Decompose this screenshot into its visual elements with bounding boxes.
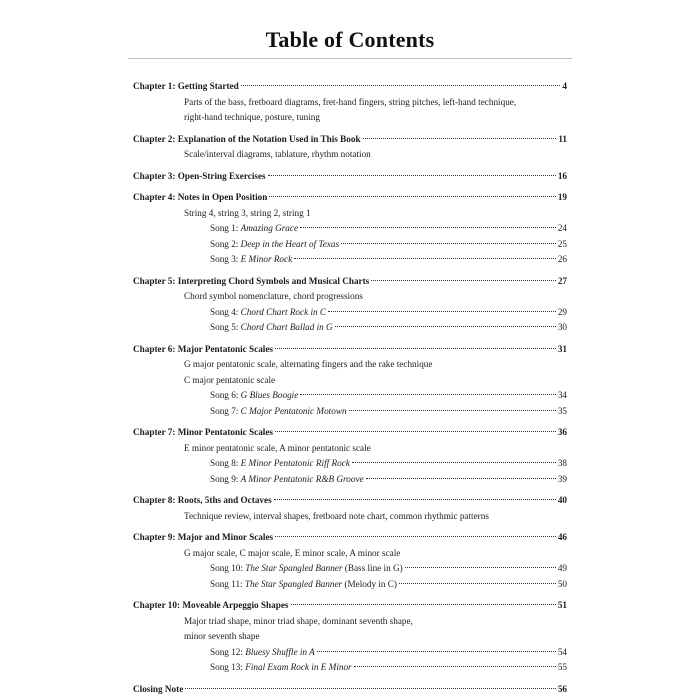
toc-chapter-entry[interactable] bbox=[133, 598, 567, 614]
toc-chapter-entry[interactable] bbox=[133, 342, 567, 358]
song-label bbox=[210, 456, 350, 472]
song-label bbox=[210, 472, 364, 488]
song-label bbox=[210, 320, 333, 336]
song-number: Song 8: bbox=[210, 458, 241, 468]
toc-song-entry[interactable] bbox=[133, 577, 567, 593]
song-label bbox=[210, 305, 326, 321]
chapter-description: Major triad shape, minor triad shape, dominant seventh shape, bbox=[184, 615, 413, 626]
toc-chapter-entry[interactable] bbox=[133, 425, 567, 441]
page-number: 36 bbox=[557, 427, 567, 437]
song-title: Bluesy Shuffle in A bbox=[245, 646, 315, 657]
toc-song-entry[interactable] bbox=[133, 404, 567, 420]
song-label bbox=[210, 404, 347, 420]
chapter-title: Chapter 7: Minor Pentatonic Scales bbox=[133, 427, 274, 437]
song-number: Song 5: bbox=[210, 322, 241, 332]
chapter-description: C major pentatonic scale bbox=[184, 374, 276, 385]
chapter-title: Chapter 4: Notes in Open Position bbox=[133, 192, 268, 202]
page-number: 40 bbox=[557, 495, 567, 505]
song-title: Amazing Grace bbox=[240, 223, 299, 233]
toc-song-entry[interactable] bbox=[133, 305, 567, 321]
song-title: Chord Chart Rock in C bbox=[240, 306, 327, 317]
page-number: 4 bbox=[562, 81, 567, 91]
dot-leader bbox=[294, 258, 556, 259]
dot-leader bbox=[275, 348, 556, 349]
toc-song-entry[interactable] bbox=[133, 221, 567, 237]
song-note: (Bass line in G) bbox=[342, 563, 403, 573]
toc-song-entry[interactable] bbox=[133, 237, 567, 253]
toc-song-entry[interactable] bbox=[133, 660, 567, 676]
page-number: 49 bbox=[557, 563, 567, 573]
page-number: 51 bbox=[557, 600, 567, 610]
song-number: Song 10: bbox=[210, 563, 246, 573]
chapter-title: Chapter 1: Getting Started bbox=[133, 81, 239, 91]
page-number: 55 bbox=[557, 662, 567, 672]
chapter-description: Scale/interval diagrams, tablature, rhythm notation bbox=[184, 149, 371, 159]
page-number: 46 bbox=[557, 532, 567, 542]
toc-chapter-entry[interactable] bbox=[133, 682, 567, 698]
dot-leader bbox=[354, 666, 556, 667]
song-number: Song 6: bbox=[210, 390, 241, 400]
dot-leader bbox=[371, 280, 556, 281]
chapter-title: Chapter 6: Major Pentatonic Scales bbox=[133, 343, 274, 354]
dot-leader bbox=[268, 175, 556, 176]
page-number: 19 bbox=[557, 192, 567, 202]
dot-leader bbox=[300, 227, 556, 228]
dot-leader bbox=[335, 326, 556, 327]
song-title: Deep in the Heart of Texas bbox=[240, 238, 340, 249]
page-number: 16 bbox=[557, 170, 567, 181]
chapter-description: E minor pentatonic scale, A minor pentatonic scale bbox=[184, 442, 371, 453]
chapter-title: Closing Note bbox=[133, 683, 184, 694]
song-title: Final Exam Rock in E Minor bbox=[245, 662, 352, 672]
song-label bbox=[210, 660, 352, 676]
page-number: 54 bbox=[557, 646, 567, 657]
dot-leader bbox=[352, 462, 556, 463]
toc-chapter-entry[interactable] bbox=[133, 132, 567, 148]
chapter-title: Chapter 9: Major and Minor Scales bbox=[133, 532, 274, 542]
song-title: G Blues Boogie bbox=[240, 390, 299, 400]
toc-chapter-entry[interactable] bbox=[133, 169, 567, 185]
song-label bbox=[210, 252, 292, 268]
song-number: Song 7: bbox=[210, 405, 241, 416]
page-number: 29 bbox=[557, 306, 567, 317]
toc-song-entry[interactable] bbox=[133, 252, 567, 268]
dot-leader bbox=[328, 311, 556, 312]
page-number: 50 bbox=[557, 578, 567, 589]
dot-leader bbox=[363, 138, 557, 139]
chapter-title: Chapter 3: Open-String Exercises bbox=[133, 170, 266, 181]
toc-song-entry[interactable] bbox=[133, 320, 567, 336]
song-number: Song 2: bbox=[210, 238, 241, 249]
toc-chapter-entry[interactable] bbox=[133, 530, 567, 546]
chapter-description: G major pentatonic scale, alternating fingers and the rake technique bbox=[184, 359, 433, 369]
dot-leader bbox=[300, 394, 556, 395]
chapter-description: String 4, string 3, string 2, string 1 bbox=[184, 207, 311, 218]
toc-chapter-entry[interactable] bbox=[133, 79, 567, 95]
toc-chapter-entry[interactable] bbox=[133, 493, 567, 509]
dot-leader bbox=[241, 85, 561, 86]
page-number: 11 bbox=[558, 133, 567, 144]
page-number: 34 bbox=[557, 390, 567, 400]
song-label bbox=[210, 221, 298, 237]
chapter-title: Chapter 5: Interpreting Chord Symbols and Musical Charts bbox=[133, 275, 370, 286]
page-number: 39 bbox=[557, 473, 567, 484]
dot-leader bbox=[366, 478, 556, 479]
song-title: Chord Chart Ballad in G bbox=[240, 322, 333, 332]
page-title: Table of Contents bbox=[265, 27, 435, 52]
toc-song-entry[interactable] bbox=[133, 645, 567, 661]
toc-chapter-entry[interactable] bbox=[133, 190, 567, 206]
song-note: (Melody in C) bbox=[342, 578, 397, 589]
song-number: Song 11: bbox=[210, 578, 245, 589]
dot-leader bbox=[341, 243, 556, 244]
song-label bbox=[210, 388, 298, 404]
dot-leader bbox=[269, 196, 555, 197]
toc-song-entry[interactable] bbox=[133, 456, 567, 472]
page-number: 27 bbox=[557, 275, 567, 286]
chapter-description: minor seventh shape bbox=[184, 631, 260, 641]
chapter-description: Chord symbol nomenclature, chord progressions bbox=[184, 291, 363, 301]
song-number: Song 12: bbox=[210, 646, 246, 657]
chapter-description: right-hand technique, posture, tuning bbox=[184, 112, 320, 122]
chapter-title: Chapter 2: Explanation of the Notation Used in This Book bbox=[133, 133, 361, 144]
song-title: E Minor Pentatonic Riff Rock bbox=[240, 458, 350, 468]
dot-leader bbox=[317, 651, 556, 652]
song-number: Song 1: bbox=[210, 223, 241, 233]
toc-song-entry[interactable] bbox=[133, 388, 567, 404]
chapter-description: G major scale, C major scale, E minor scale, A minor scale bbox=[184, 547, 401, 558]
dot-leader bbox=[275, 431, 556, 432]
dot-leader bbox=[405, 567, 556, 568]
page-number: 35 bbox=[557, 405, 567, 416]
page-number: 56 bbox=[557, 683, 567, 694]
toc-list bbox=[133, 79, 567, 697]
song-number: Song 9: bbox=[210, 473, 241, 484]
dot-leader bbox=[399, 583, 556, 584]
song-number: Song 13: bbox=[210, 662, 246, 672]
song-number: Song 3: bbox=[210, 254, 241, 264]
dot-leader bbox=[291, 604, 556, 605]
song-title: A Minor Pentatonic R&B Groove bbox=[240, 473, 364, 484]
chapter-title: Chapter 8: Roots, 5ths and Octaves bbox=[133, 495, 272, 505]
toc-song-entry[interactable] bbox=[133, 561, 567, 577]
title-rule bbox=[128, 58, 572, 59]
page-number: 26 bbox=[557, 254, 567, 264]
song-title: E Minor Rock bbox=[240, 254, 293, 264]
song-label bbox=[210, 645, 315, 661]
chapter-title: Chapter 10: Moveable Arpeggio Shapes bbox=[133, 600, 289, 610]
song-label bbox=[210, 237, 339, 253]
song-label bbox=[210, 577, 397, 593]
dot-leader bbox=[274, 499, 556, 500]
chapter-description: Technique review, interval shapes, fretboard note chart, common rhythmic patterns bbox=[184, 510, 489, 521]
page-number: 31 bbox=[557, 343, 567, 354]
chapter-description: Parts of the bass, fretboard diagrams, fret-hand fingers, string pitches, left-hand technique, bbox=[184, 96, 517, 107]
page-number: 25 bbox=[557, 238, 567, 249]
page-number: 38 bbox=[557, 458, 567, 468]
toc-chapter-entry[interactable] bbox=[133, 274, 567, 290]
song-title: The Star Spangled Banner bbox=[244, 578, 343, 589]
song-label bbox=[210, 561, 403, 577]
toc-song-entry[interactable] bbox=[133, 472, 567, 488]
dot-leader bbox=[185, 688, 556, 689]
page-number: 24 bbox=[557, 223, 567, 233]
page-number: 30 bbox=[557, 322, 567, 332]
dot-leader bbox=[275, 536, 556, 537]
dot-leader bbox=[349, 410, 556, 411]
song-title: C Major Pentatonic Motown bbox=[240, 405, 347, 416]
song-number: Song 4: bbox=[210, 306, 241, 317]
song-title: The Star Spangled Banner bbox=[245, 563, 343, 573]
